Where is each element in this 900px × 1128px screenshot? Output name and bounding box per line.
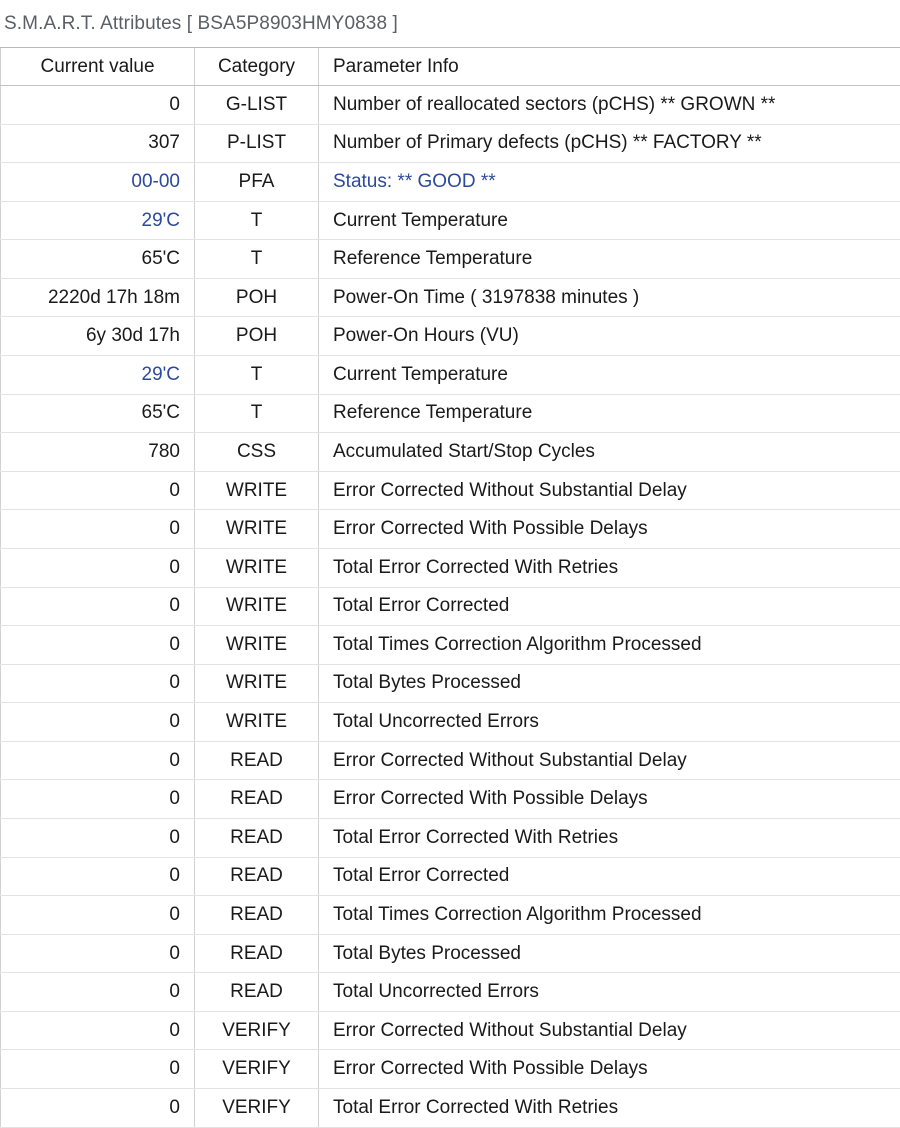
cell-category: WRITE [195, 587, 319, 626]
cell-current-value: 307 [1, 124, 195, 163]
table-row[interactable] [1, 703, 900, 742]
cell-category: G-LIST [195, 86, 319, 125]
cell-category: T [195, 356, 319, 395]
cell-parameter-info: Error Corrected Without Substantial Delay [319, 1011, 900, 1050]
cell-category: PFA [195, 163, 319, 202]
cell-parameter-info: Accumulated Start/Stop Cycles [319, 433, 900, 472]
cell-parameter-info: Power-On Time ( 3197838 minutes ) [319, 278, 900, 317]
cell-parameter-info: Status: ** GOOD ** [319, 163, 900, 202]
cell-parameter-info: Total Error Corrected [319, 857, 900, 896]
cell-current-value: 0 [1, 818, 195, 857]
cell-parameter-info: Total Uncorrected Errors [319, 973, 900, 1012]
table-header [1, 48, 900, 86]
cell-parameter-info: Total Error Corrected [319, 587, 900, 626]
cell-parameter-info: Total Uncorrected Errors [319, 703, 900, 742]
cell-current-value: 780 [1, 433, 195, 472]
table-row[interactable] [1, 201, 900, 240]
table-body [1, 86, 900, 1128]
cell-parameter-info: Current Temperature [319, 356, 900, 395]
cell-category: T [195, 240, 319, 279]
cell-current-value: 0 [1, 664, 195, 703]
cell-current-value: 0 [1, 857, 195, 896]
table-row[interactable] [1, 86, 900, 125]
cell-parameter-info: Error Corrected Without Substantial Delay [319, 471, 900, 510]
cell-category: WRITE [195, 626, 319, 665]
cell-category: CSS [195, 433, 319, 472]
column-header-parameter-info[interactable]: Parameter Info [319, 48, 900, 86]
cell-current-value: 0 [1, 896, 195, 935]
cell-category: READ [195, 896, 319, 935]
cell-category: P-LIST [195, 124, 319, 163]
cell-current-value: 0 [1, 973, 195, 1012]
window-titlebar [0, 0, 900, 48]
cell-category: POH [195, 278, 319, 317]
cell-category: POH [195, 317, 319, 356]
table-row[interactable] [1, 240, 900, 279]
cell-current-value: 0 [1, 86, 195, 125]
cell-parameter-info: Total Bytes Processed [319, 934, 900, 973]
cell-current-value: 0 [1, 471, 195, 510]
table-row[interactable] [1, 587, 900, 626]
table-row[interactable] [1, 1089, 900, 1128]
cell-current-value: 0 [1, 1089, 195, 1128]
cell-current-value: 0 [1, 780, 195, 819]
cell-parameter-info: Error Corrected With Possible Delays [319, 1050, 900, 1089]
cell-parameter-info: Reference Temperature [319, 240, 900, 279]
cell-current-value: 0 [1, 1050, 195, 1089]
table-row[interactable] [1, 896, 900, 935]
table-row[interactable] [1, 278, 900, 317]
table-row[interactable] [1, 973, 900, 1012]
column-header-category[interactable]: Category [195, 48, 319, 86]
table-row[interactable] [1, 664, 900, 703]
cell-current-value: 29'C [1, 356, 195, 395]
cell-category: T [195, 201, 319, 240]
cell-current-value: 6y 30d 17h [1, 317, 195, 356]
table-row[interactable] [1, 317, 900, 356]
cell-category: WRITE [195, 703, 319, 742]
table-row[interactable] [1, 741, 900, 780]
cell-parameter-info: Total Error Corrected With Retries [319, 1089, 900, 1128]
cell-category: READ [195, 857, 319, 896]
table-header-row [1, 48, 900, 86]
smart-attributes-table [0, 48, 900, 1128]
cell-category: READ [195, 741, 319, 780]
cell-current-value: 65'C [1, 240, 195, 279]
cell-parameter-info: Error Corrected With Possible Delays [319, 780, 900, 819]
cell-current-value: 2220d 17h 18m [1, 278, 195, 317]
cell-current-value: 00-00 [1, 163, 195, 202]
table-row[interactable] [1, 857, 900, 896]
table-row[interactable] [1, 626, 900, 665]
cell-parameter-info: Current Temperature [319, 201, 900, 240]
cell-parameter-info: Total Error Corrected With Retries [319, 548, 900, 587]
cell-parameter-info: Total Error Corrected With Retries [319, 818, 900, 857]
cell-parameter-info: Number of reallocated sectors (pCHS) ** GROWN ** [319, 86, 900, 125]
table-row[interactable] [1, 1011, 900, 1050]
cell-category: READ [195, 973, 319, 1012]
cell-current-value: 0 [1, 510, 195, 549]
cell-parameter-info: Error Corrected Without Substantial Delay [319, 741, 900, 780]
cell-parameter-info: Total Times Correction Algorithm Processed [319, 626, 900, 665]
cell-parameter-info: Total Bytes Processed [319, 664, 900, 703]
cell-category: READ [195, 780, 319, 819]
cell-current-value: 0 [1, 587, 195, 626]
column-header-current-value[interactable]: Current value [1, 48, 195, 86]
cell-parameter-info: Number of Primary defects (pCHS) ** FACTORY ** [319, 124, 900, 163]
table-row[interactable] [1, 394, 900, 433]
table-row[interactable] [1, 818, 900, 857]
table-row[interactable] [1, 356, 900, 395]
cell-category: WRITE [195, 664, 319, 703]
cell-current-value: 0 [1, 741, 195, 780]
cell-category: WRITE [195, 471, 319, 510]
table-row[interactable] [1, 510, 900, 549]
cell-parameter-info: Error Corrected With Possible Delays [319, 510, 900, 549]
cell-parameter-info: Total Times Correction Algorithm Processed [319, 896, 900, 935]
table-row[interactable] [1, 124, 900, 163]
table-row[interactable] [1, 934, 900, 973]
cell-category: T [195, 394, 319, 433]
cell-current-value: 65'C [1, 394, 195, 433]
cell-parameter-info: Power-On Hours (VU) [319, 317, 900, 356]
table-row[interactable] [1, 163, 900, 202]
cell-category: VERIFY [195, 1089, 319, 1128]
cell-current-value: 0 [1, 934, 195, 973]
cell-current-value: 0 [1, 703, 195, 742]
cell-category: VERIFY [195, 1011, 319, 1050]
cell-current-value: 29'C [1, 201, 195, 240]
table-row[interactable] [1, 433, 900, 472]
cell-category: READ [195, 934, 319, 973]
cell-category: WRITE [195, 510, 319, 549]
table-row[interactable] [1, 471, 900, 510]
cell-category: VERIFY [195, 1050, 319, 1089]
table-row[interactable] [1, 1050, 900, 1089]
cell-current-value: 0 [1, 626, 195, 665]
cell-category: READ [195, 818, 319, 857]
cell-current-value: 0 [1, 548, 195, 587]
page-title: S.M.A.R.T. Attributes [ BSA5P8903HMY0838 ] [4, 12, 398, 34]
cell-category: WRITE [195, 548, 319, 587]
table-row[interactable] [1, 548, 900, 587]
table-row[interactable] [1, 780, 900, 819]
cell-current-value: 0 [1, 1011, 195, 1050]
cell-parameter-info: Reference Temperature [319, 394, 900, 433]
